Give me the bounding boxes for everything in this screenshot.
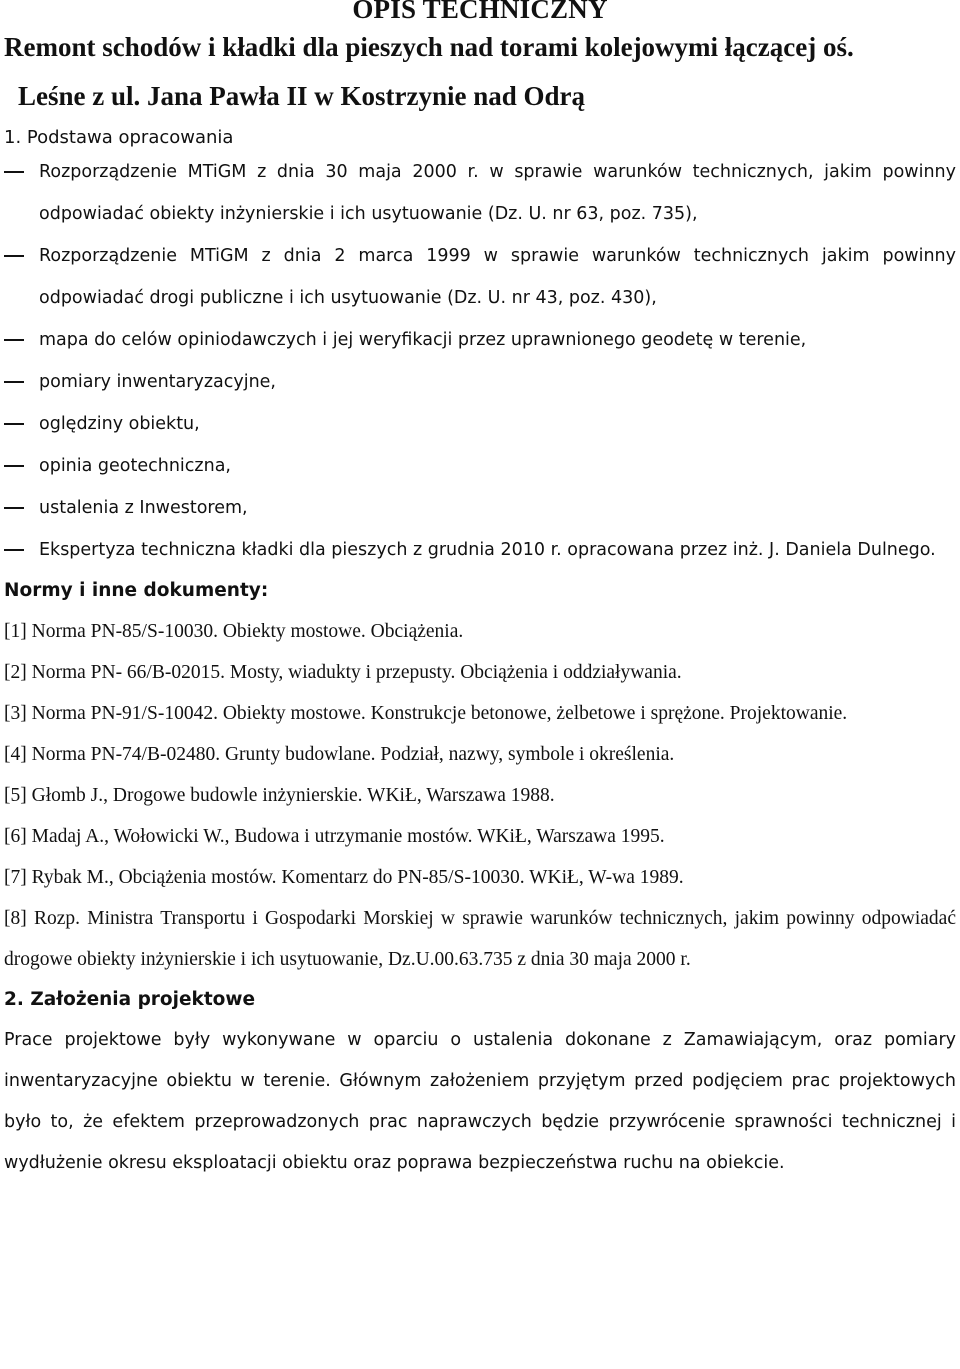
list-item: mapa do celów opiniodawczych i jej weryfikacji przez uprawnionego geodetę w terenie, (4, 319, 956, 361)
dash-bullet-icon (4, 423, 24, 425)
dash-bullet-icon (4, 465, 24, 467)
list-item: opinia geotechniczna, (4, 445, 956, 487)
reference-item: [4] Norma PN-74/B-02480. Grunty budowlane. Podział, nazwy, symbole i określenia. (4, 744, 675, 765)
section-2-paragraph: Prace projektowe były wykonywane w oparciu o ustalenia dokonane z Zamawiającym, oraz pomiary inwentaryzacyjne obiektu w terenie. Głównym założeniem przyjętym przed podjęciem prac projektowych było to, że efektem przeprowadzonych prac naprawczych będzie przywrócenie sprawności technicznej i wydłużenie okresu eksploatacji obiektu oraz poprawa bezpieczeństwa ruchu na obiekcie. (4, 1030, 956, 1173)
reference-item: [2] Norma PN- 66/B-02015. Mosty, wiadukty i przepusty. Obciążenia i oddziaływania. (4, 662, 682, 683)
reference-item: [8] Rozp. Ministra Transportu i Gospodarki Morskiej w sprawie warunków technicznych, jakim powinny odpowiadać drogowe obiekty inżynierskie i ich usytuowanie, Dz.U.00.63.735 z dnia 30 maja 2000 r. (4, 908, 956, 970)
dash-bullet-icon (4, 339, 24, 341)
list-item: Rozporządzenie MTiGM z dnia 30 maja 2000 r. w sprawie warunków technicznych, jakim powinny odpowiadać obiekty inżynierskie i ich usytuowanie (Dz. U. nr 63, poz. 735), (4, 151, 956, 235)
subtitle-line-2: Leśne z ul. Jana Pawła II w Kostrzynie nad Odrą (18, 81, 586, 111)
basis-list (4, 151, 956, 571)
section-1-heading: 1. Podstawa opracowania (4, 127, 234, 148)
dash-bullet-icon (4, 549, 24, 551)
list-item: pomiary inwentaryzacyjne, (4, 361, 956, 403)
list-item: Ekspertyza techniczna kładki dla pieszych z grudnia 2010 r. opracowana przez inż. J. Daniela Dulnego. (4, 529, 956, 571)
dash-bullet-icon (4, 507, 24, 509)
norms-heading: Normy i inne dokumenty: (4, 580, 269, 601)
references-list (4, 611, 956, 980)
section-2-heading: 2. Założenia projektowe (4, 989, 256, 1010)
document-title: OPIS TECHNICZNY (352, 0, 608, 24)
dash-bullet-icon (4, 381, 24, 383)
reference-item: [5] Głomb J., Drogowe budowle inżynierskie. WKiŁ, Warszawa 1988. (4, 785, 555, 806)
list-item: ustalenia z Inwestorem, (4, 487, 956, 529)
reference-item: [1] Norma PN-85/S-10030. Obiekty mostowe. Obciążenia. (4, 621, 464, 642)
reference-item: [6] Madaj A., Wołowicki W., Budowa i utrzymanie mostów. WKiŁ, Warszawa 1995. (4, 826, 665, 847)
list-item: Rozporządzenie MTiGM z dnia 2 marca 1999 w sprawie warunków technicznych jakim powinny odpowiadać drogi publiczne i ich usytuowanie (Dz. U. nr 43, poz. 430), (4, 235, 956, 319)
document-subtitle (4, 23, 956, 121)
reference-item: [7] Rybak M., Obciążenia mostów. Komentarz do PN-85/S-10030. WKiŁ, W-wa 1989. (4, 867, 684, 888)
reference-item: [3] Norma PN-91/S-10042. Obiekty mostowe. Konstrukcje betonowe, żelbetowe i sprężone. Projektowanie. (4, 703, 848, 724)
dash-bullet-icon (4, 171, 24, 173)
dash-bullet-icon (4, 255, 24, 257)
list-item: oględziny obiektu, (4, 403, 956, 445)
subtitle-line-1: Remont schodów i kładki dla pieszych nad torami kolejowymi łączącej oś. (4, 32, 854, 62)
